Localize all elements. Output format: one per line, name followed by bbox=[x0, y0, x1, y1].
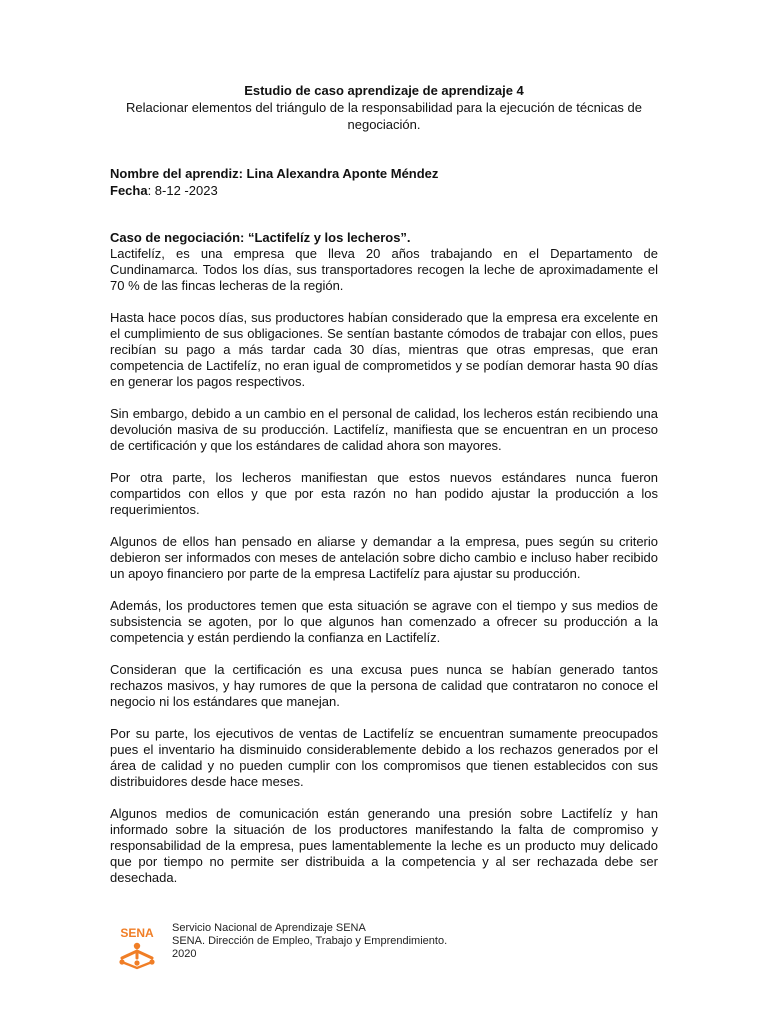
paragraph-2: Hasta hace pocos días, sus productores habían considerado que la empresa era excelente en el cumplimiento de sus obligaciones. Se sentían bastante cómodos de trabajar con ellos, pues recibían su pago a más tardar cada 30 días, mientras que otras empresas, que eran competencia de Lactifelíz, no eran igual de comprometidos y se podían demorar hasta 90 días en generar los pagos respectivos. bbox=[110, 310, 658, 389]
document-title: Estudio de caso aprendizaje de aprendizaje 4 bbox=[244, 83, 524, 98]
paragraph-9: Algunos medios de comunicación están generando una presión sobre Lactifelíz y han informado sobre la situación de los productores manifestando la falta de compromiso y responsabilidad de la empresa, pues lamentablemente la leche es un producto muy delicado que por tiempo no permite ser distribuida a la competencia y al ser rechazada debe ser desechada. bbox=[110, 806, 658, 885]
paragraph-4: Por otra parte, los lecheros manifiestan que estos nuevos estándares nunca fueron compartidos con ellos y que por esta razón no han podido ajustar la producción a los requerimientos. bbox=[110, 470, 658, 517]
paragraph-8: Por su parte, los ejecutivos de ventas de Lactifelíz se encuentran sumamente preocupados pues el inventario ha disminuido considerablemente debido a los rechazos generados por el área de calidad y no pueden cumplir con los compromisos que tienen establecidos con sus distribuidores desde hace meses. bbox=[110, 726, 658, 789]
footer-line-1: Servicio Nacional de Aprendizaje SENA bbox=[172, 922, 366, 934]
date-label: Fecha bbox=[110, 183, 148, 198]
paragraph-6: Además, los productores temen que esta situación se agrave con el tiempo y sus medios de subsistencia se agoten, por lo que algunos han comenzado a ofrecer su producción a la competencia y están perdiendo la confianza en Lactifelíz. bbox=[110, 598, 658, 645]
student-name: Nombre del aprendiz: Lina Alexandra Aponte Méndez bbox=[110, 166, 439, 181]
logo-wordmark: SENA bbox=[120, 926, 154, 940]
sena-logo-icon bbox=[110, 924, 164, 972]
footer-line-2: SENA. Dirección de Empleo, Trabajo y Emprendimiento. bbox=[172, 935, 448, 947]
paragraph-3: Sin embargo, debido a un cambio en el personal de calidad, los lecheros están recibiendo una devolución masiva de su producción. Lactifelíz, manifiesta que se encuentran en un proceso de certificación y que los estándares de calidad ahora son mayores. bbox=[110, 406, 658, 453]
paragraph-5: Algunos de ellos han pensado en aliarse y demandar a la empresa, pues según su criterio debieron ser informados con meses de antelación sobre dicho cambio e incluso haber recibido un apoyo financiero por parte de la empresa Lactifelíz para ajustar su producción. bbox=[110, 534, 658, 581]
case-title: Caso de negociación: “Lactifelíz y los lecheros”. bbox=[110, 230, 411, 245]
document-subtitle: Relacionar elementos del triángulo de la responsabilidad para la ejecución de técnicas de negociación. bbox=[126, 100, 642, 132]
footer bbox=[110, 922, 658, 972]
case-body bbox=[110, 230, 658, 902]
paragraph-7: Consideran que la certificación es una excusa pues nunca se habían generado tantos rechazos masivos, y hay rumores de que la persona de calidad que contrataron no conoce el negocio ni los estándares que manejan. bbox=[110, 662, 658, 709]
date-value: : 8-12 -2023 bbox=[147, 183, 218, 198]
footer-line-3: 2020 bbox=[172, 948, 197, 960]
paragraph-1: Lactifelíz, es una empresa que lleva 20 años trabajando en el Departamento de Cundinamarca. Todos los días, sus transportadores recogen la leche de aproximadamente el 70 % de las fincas lecheras de la región. bbox=[110, 246, 658, 293]
student-info bbox=[110, 165, 658, 199]
title-block bbox=[110, 82, 658, 133]
footer-text bbox=[172, 922, 447, 961]
